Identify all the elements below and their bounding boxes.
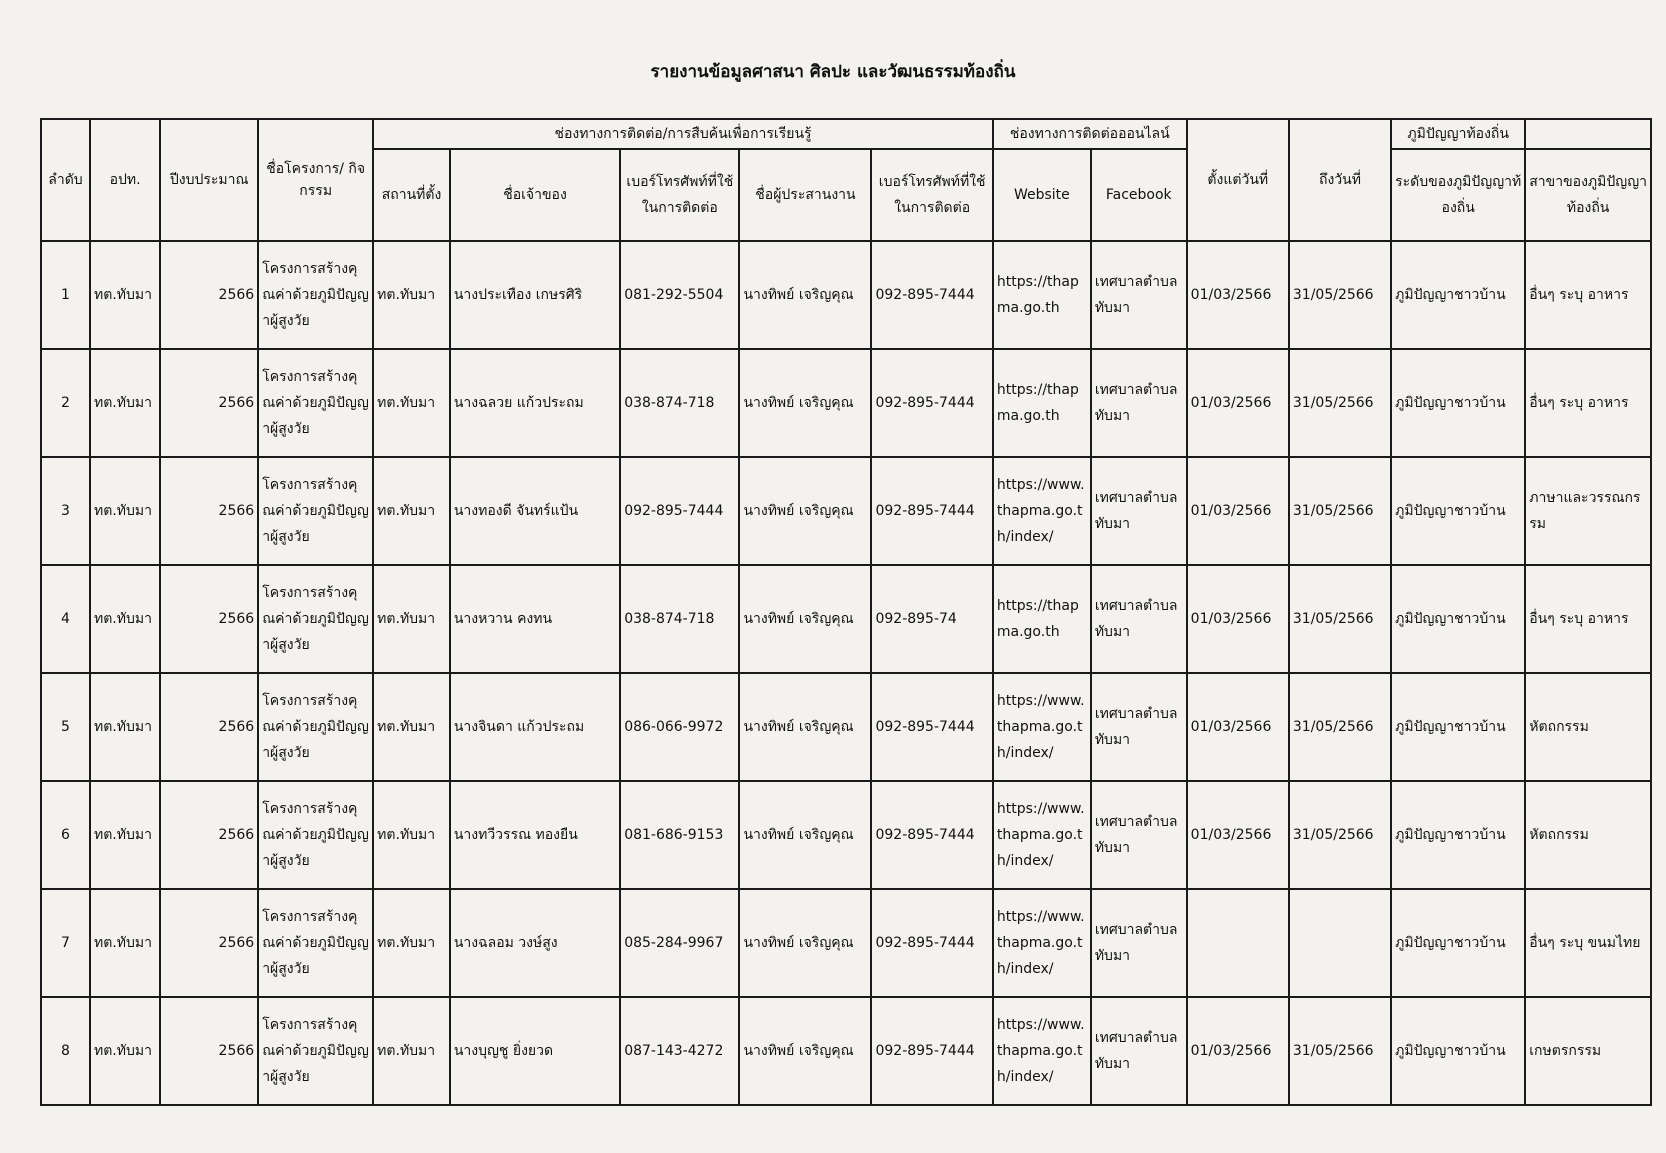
cell-wisdom-branch: เกษตรกรรม xyxy=(1525,997,1651,1105)
cell-project: โครงการสร้างคุณค่าด้วยภูมิปัญญาผู้สูงวัย xyxy=(258,241,373,349)
cell-phone: 038-874-718 xyxy=(620,565,739,673)
cell-from-date: 01/03/2566 xyxy=(1187,457,1289,565)
cell-from-date: 01/03/2566 xyxy=(1187,673,1289,781)
cell-owner: นางฉลวย แก้วประถม xyxy=(450,349,620,457)
cell-owner: นางทวีวรรณ ทองยืน xyxy=(450,781,620,889)
cell-coord-phone: 092-895-7444 xyxy=(871,457,992,565)
cell-year: 2566 xyxy=(160,457,258,565)
cell-owner: นางประเทือง เกษรศิริ xyxy=(450,241,620,349)
cell-wisdom-branch: อื่นๆ ระบุ ขนมไทย xyxy=(1525,889,1651,997)
cell-no: 8 xyxy=(41,997,90,1105)
col-group-empty xyxy=(1525,119,1651,149)
cell-wisdom-branch: หัตถกรรม xyxy=(1525,781,1651,889)
table-row xyxy=(41,997,1651,1105)
cell-facebook: เทศบาลตำบลทับมา xyxy=(1091,349,1187,457)
cell-from-date: 01/03/2566 xyxy=(1187,781,1289,889)
cell-to-date: 31/05/2566 xyxy=(1289,673,1391,781)
cell-project: โครงการสร้างคุณค่าด้วยภูมิปัญญาผู้สูงวัย xyxy=(258,889,373,997)
cell-coordinator: นางทิพย์ เจริญคุณ xyxy=(739,997,871,1105)
cell-coordinator: นางทิพย์ เจริญคุณ xyxy=(739,241,871,349)
col-header-website: Website xyxy=(993,149,1091,241)
col-header-phone: เบอร์โทรศัพท์ที่ใช้ในการติดต่อ xyxy=(620,149,739,241)
cell-project: โครงการสร้างคุณค่าด้วยภูมิปัญญาผู้สูงวัย xyxy=(258,781,373,889)
cell-website: https://www.thapma.go.th/index/ xyxy=(993,457,1091,565)
col-group-wisdom: ภูมิปัญญาท้องถิ่น xyxy=(1391,119,1525,149)
cell-facebook: เทศบาลตำบลทับมา xyxy=(1091,997,1187,1105)
cell-wisdom-level: ภูมิปัญญาชาวบ้าน xyxy=(1391,565,1525,673)
col-header-location: สถานที่ตั้ง xyxy=(373,149,450,241)
cell-owner: นางหวาน คงทน xyxy=(450,565,620,673)
cell-year: 2566 xyxy=(160,349,258,457)
cell-no: 7 xyxy=(41,889,90,997)
cell-to-date xyxy=(1289,889,1391,997)
cell-wisdom-level: ภูมิปัญญาชาวบ้าน xyxy=(1391,349,1525,457)
col-header-project: ชื่อโครงการ/ กิจกรรม xyxy=(258,119,373,241)
cell-project: โครงการสร้างคุณค่าด้วยภูมิปัญญาผู้สูงวัย xyxy=(258,457,373,565)
cell-to-date: 31/05/2566 xyxy=(1289,457,1391,565)
table-row xyxy=(41,673,1651,781)
cell-website: https://thapma.go.th xyxy=(993,565,1091,673)
cell-from-date: 01/03/2566 xyxy=(1187,241,1289,349)
cell-wisdom-level: ภูมิปัญญาชาวบ้าน xyxy=(1391,673,1525,781)
cell-coord-phone: 092-895-7444 xyxy=(871,673,992,781)
cell-phone: 081-686-9153 xyxy=(620,781,739,889)
cell-website: https://www.thapma.go.th/index/ xyxy=(993,889,1091,997)
cell-project: โครงการสร้างคุณค่าด้วยภูมิปัญญาผู้สูงวัย xyxy=(258,673,373,781)
cell-location: ทต.ทับมา xyxy=(373,997,450,1105)
cell-website: https://thapma.go.th xyxy=(993,241,1091,349)
cell-year: 2566 xyxy=(160,565,258,673)
cell-org: ทต.ทับมา xyxy=(90,457,160,565)
cell-website: https://www.thapma.go.th/index/ xyxy=(993,673,1091,781)
cell-to-date: 31/05/2566 xyxy=(1289,241,1391,349)
col-header-year: ปีงบประมาณ xyxy=(160,119,258,241)
cell-org: ทต.ทับมา xyxy=(90,349,160,457)
cell-no: 5 xyxy=(41,673,90,781)
col-header-wisdom-branch: สาขาของภูมิปัญญาท้องถิ่น xyxy=(1525,149,1651,241)
cell-phone: 038-874-718 xyxy=(620,349,739,457)
header-group-row xyxy=(41,119,1651,149)
cell-owner: นางทองดี จันทร์แป้น xyxy=(450,457,620,565)
cell-facebook: เทศบาลตำบลทับมา xyxy=(1091,889,1187,997)
cell-project: โครงการสร้างคุณค่าด้วยภูมิปัญญาผู้สูงวัย xyxy=(258,565,373,673)
cell-coord-phone: 092-895-7444 xyxy=(871,889,992,997)
cell-year: 2566 xyxy=(160,889,258,997)
col-header-from-date: ตั้งแต่วันที่ xyxy=(1187,119,1289,241)
cell-year: 2566 xyxy=(160,241,258,349)
col-header-owner: ชื่อเจ้าของ xyxy=(450,149,620,241)
col-header-coordinator: ชื่อผู้ประสานงาน xyxy=(739,149,871,241)
table-row xyxy=(41,349,1651,457)
cell-owner: นางจินดา แก้วประถม xyxy=(450,673,620,781)
cell-project: โครงการสร้างคุณค่าด้วยภูมิปัญญาผู้สูงวัย xyxy=(258,997,373,1105)
cell-no: 2 xyxy=(41,349,90,457)
cell-coordinator: นางทิพย์ เจริญคุณ xyxy=(739,781,871,889)
col-header-coord-phone: เบอร์โทรศัพท์ที่ใช้ในการติดต่อ xyxy=(871,149,992,241)
cell-no: 4 xyxy=(41,565,90,673)
cell-from-date: 01/03/2566 xyxy=(1187,565,1289,673)
cell-phone: 086-066-9972 xyxy=(620,673,739,781)
cell-to-date: 31/05/2566 xyxy=(1289,349,1391,457)
col-group-contact: ช่องทางการติดต่อ/การสืบค้นเพื่อการเรียนรู้ xyxy=(373,119,993,149)
cell-wisdom-level: ภูมิปัญญาชาวบ้าน xyxy=(1391,997,1525,1105)
table-row xyxy=(41,457,1651,565)
cell-org: ทต.ทับมา xyxy=(90,673,160,781)
cell-year: 2566 xyxy=(160,997,258,1105)
cell-location: ทต.ทับมา xyxy=(373,889,450,997)
cell-from-date: 01/03/2566 xyxy=(1187,349,1289,457)
cell-year: 2566 xyxy=(160,673,258,781)
cell-phone: 081-292-5504 xyxy=(620,241,739,349)
cell-facebook: เทศบาลตำบลทับมา xyxy=(1091,673,1187,781)
cell-location: ทต.ทับมา xyxy=(373,673,450,781)
cell-location: ทต.ทับมา xyxy=(373,781,450,889)
cell-wisdom-branch: อื่นๆ ระบุ อาหาร xyxy=(1525,241,1651,349)
cell-org: ทต.ทับมา xyxy=(90,889,160,997)
cell-coordinator: นางทิพย์ เจริญคุณ xyxy=(739,457,871,565)
table-row xyxy=(41,565,1651,673)
cell-phone: 085-284-9967 xyxy=(620,889,739,997)
table-row xyxy=(41,241,1651,349)
cell-from-date: 01/03/2566 xyxy=(1187,997,1289,1105)
cell-to-date: 31/05/2566 xyxy=(1289,781,1391,889)
page-title: รายงานข้อมูลศาสนา ศิลปะ และวัฒนธรรมท้องถิ่น xyxy=(650,62,1016,82)
cell-coordinator: นางทิพย์ เจริญคุณ xyxy=(739,889,871,997)
cell-coordinator: นางทิพย์ เจริญคุณ xyxy=(739,565,871,673)
col-header-to-date: ถึงวันที่ xyxy=(1289,119,1391,241)
cell-no: 3 xyxy=(41,457,90,565)
cell-website: https://thapma.go.th xyxy=(993,349,1091,457)
cell-coordinator: นางทิพย์ เจริญคุณ xyxy=(739,673,871,781)
cell-owner: นางฉลอม วงษ์สูง xyxy=(450,889,620,997)
cell-facebook: เทศบาลตำบลทับมา xyxy=(1091,565,1187,673)
cell-no: 1 xyxy=(41,241,90,349)
cell-coordinator: นางทิพย์ เจริญคุณ xyxy=(739,349,871,457)
cell-wisdom-level: ภูมิปัญญาชาวบ้าน xyxy=(1391,457,1525,565)
cell-coord-phone: 092-895-7444 xyxy=(871,349,992,457)
cell-coord-phone: 092-895-74 xyxy=(871,565,992,673)
cell-wisdom-branch: หัตถกรรม xyxy=(1525,673,1651,781)
cell-org: ทต.ทับมา xyxy=(90,565,160,673)
cell-coord-phone: 092-895-7444 xyxy=(871,997,992,1105)
cell-facebook: เทศบาลตำบลทับมา xyxy=(1091,241,1187,349)
col-header-no: ลำดับ xyxy=(41,119,90,241)
cell-wisdom-branch: อื่นๆ ระบุ อาหาร xyxy=(1525,349,1651,457)
cell-from-date xyxy=(1187,889,1289,997)
cell-facebook: เทศบาลตำบลทับมา xyxy=(1091,457,1187,565)
cell-wisdom-level: ภูมิปัญญาชาวบ้าน xyxy=(1391,781,1525,889)
col-group-online: ช่องทางการติดต่อออนไลน์ xyxy=(993,119,1187,149)
cell-wisdom-branch: ภาษาและวรรณกรรม xyxy=(1525,457,1651,565)
cell-location: ทต.ทับมา xyxy=(373,457,450,565)
cell-project: โครงการสร้างคุณค่าด้วยภูมิปัญญาผู้สูงวัย xyxy=(258,349,373,457)
cell-wisdom-branch: อื่นๆ ระบุ อาหาร xyxy=(1525,565,1651,673)
cell-org: ทต.ทับมา xyxy=(90,241,160,349)
cell-owner: นางบุญชู ยิ่งยวด xyxy=(450,997,620,1105)
cell-to-date: 31/05/2566 xyxy=(1289,565,1391,673)
table-row xyxy=(41,889,1651,997)
cell-year: 2566 xyxy=(160,781,258,889)
cell-to-date: 31/05/2566 xyxy=(1289,997,1391,1105)
cell-phone: 087-143-4272 xyxy=(620,997,739,1105)
cell-coord-phone: 092-895-7444 xyxy=(871,781,992,889)
cell-location: ทต.ทับมา xyxy=(373,241,450,349)
cell-facebook: เทศบาลตำบลทับมา xyxy=(1091,781,1187,889)
cell-coord-phone: 092-895-7444 xyxy=(871,241,992,349)
cell-location: ทต.ทับมา xyxy=(373,565,450,673)
col-header-org: อปท. xyxy=(90,119,160,241)
report-table xyxy=(40,118,1652,1106)
table-row xyxy=(41,781,1651,889)
cell-phone: 092-895-7444 xyxy=(620,457,739,565)
cell-location: ทต.ทับมา xyxy=(373,349,450,457)
col-header-wisdom-level: ระดับของภูมิปัญญาท้องถิ่น xyxy=(1391,149,1525,241)
cell-org: ทต.ทับมา xyxy=(90,781,160,889)
cell-wisdom-level: ภูมิปัญญาชาวบ้าน xyxy=(1391,241,1525,349)
cell-website: https://www.thapma.go.th/index/ xyxy=(993,781,1091,889)
cell-no: 6 xyxy=(41,781,90,889)
col-header-facebook: Facebook xyxy=(1091,149,1187,241)
cell-org: ทต.ทับมา xyxy=(90,997,160,1105)
cell-wisdom-level: ภูมิปัญญาชาวบ้าน xyxy=(1391,889,1525,997)
cell-website: https://www.thapma.go.th/index/ xyxy=(993,997,1091,1105)
